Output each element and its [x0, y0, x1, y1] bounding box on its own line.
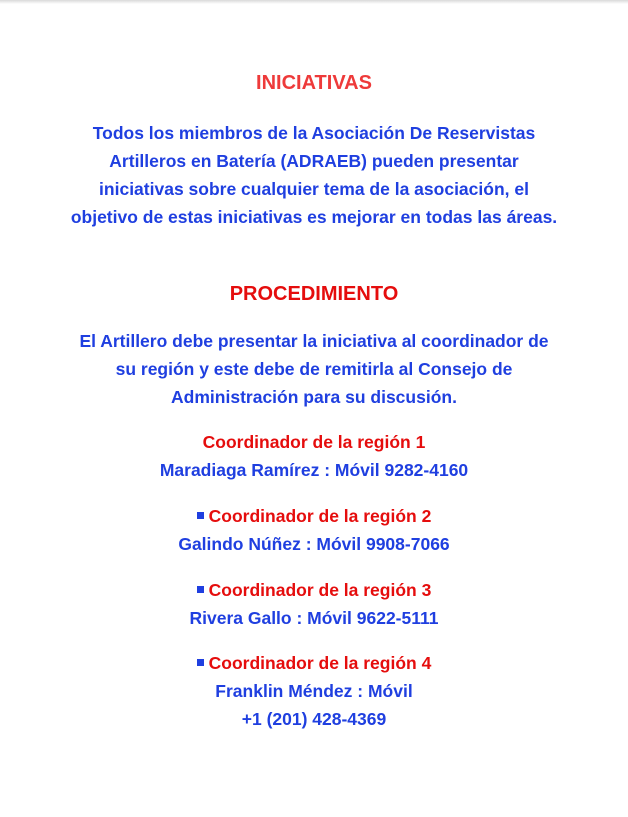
intro-paragraph: Todos los miembros de la Asociación De Reservistas Artilleros en Batería (ADRAEB) pueden presentar iniciativas sobre cualquier tema de la asociación, el objetivo de estas iniciativas es mejorar en todas las áreas. [70, 123, 558, 227]
heading-iniciativas: INICIATIVAS [256, 72, 372, 94]
coordinator-title: Coordinador de la región 2 [208, 506, 432, 526]
coordinator-region-3 [0, 576, 628, 632]
coordinator-region-4 [0, 649, 628, 733]
coordinator-title: Coordinador de la región 3 [208, 580, 432, 600]
heading-procedimiento: PROCEDIMIENTO [229, 283, 399, 305]
coordinator-phone: +1 (201) 428-4369 [241, 709, 387, 729]
procedure-paragraph: El Artillero debe presentar la iniciativa al coordinador de su región y este debe de remitirla al Consejo de Administración para su discusión. [79, 331, 549, 407]
coordinator-contact: Franklin Méndez : Móvil [215, 681, 413, 701]
coordinator-title: Coordinador de la región 4 [208, 653, 432, 673]
square-bullet-icon [197, 659, 204, 666]
square-bullet-icon [197, 586, 204, 593]
coordinator-title-line [0, 649, 628, 677]
square-bullet-icon [197, 512, 204, 519]
page-top-shadow [0, 0, 628, 4]
coordinator-title: Coordinador de la región 1 [202, 432, 426, 452]
coordinator-contact: Galindo Núñez : Móvil 9908-7066 [178, 534, 450, 554]
coordinator-title-line [0, 576, 628, 604]
coordinator-title-line [0, 502, 628, 530]
coordinator-contact: Maradiaga Ramírez : Móvil 9282-4160 [159, 460, 469, 480]
coordinator-contact: Rivera Gallo : Móvil 9622-5111 [189, 608, 439, 628]
coordinator-region-1 [0, 428, 628, 484]
coordinator-region-2 [0, 502, 628, 558]
